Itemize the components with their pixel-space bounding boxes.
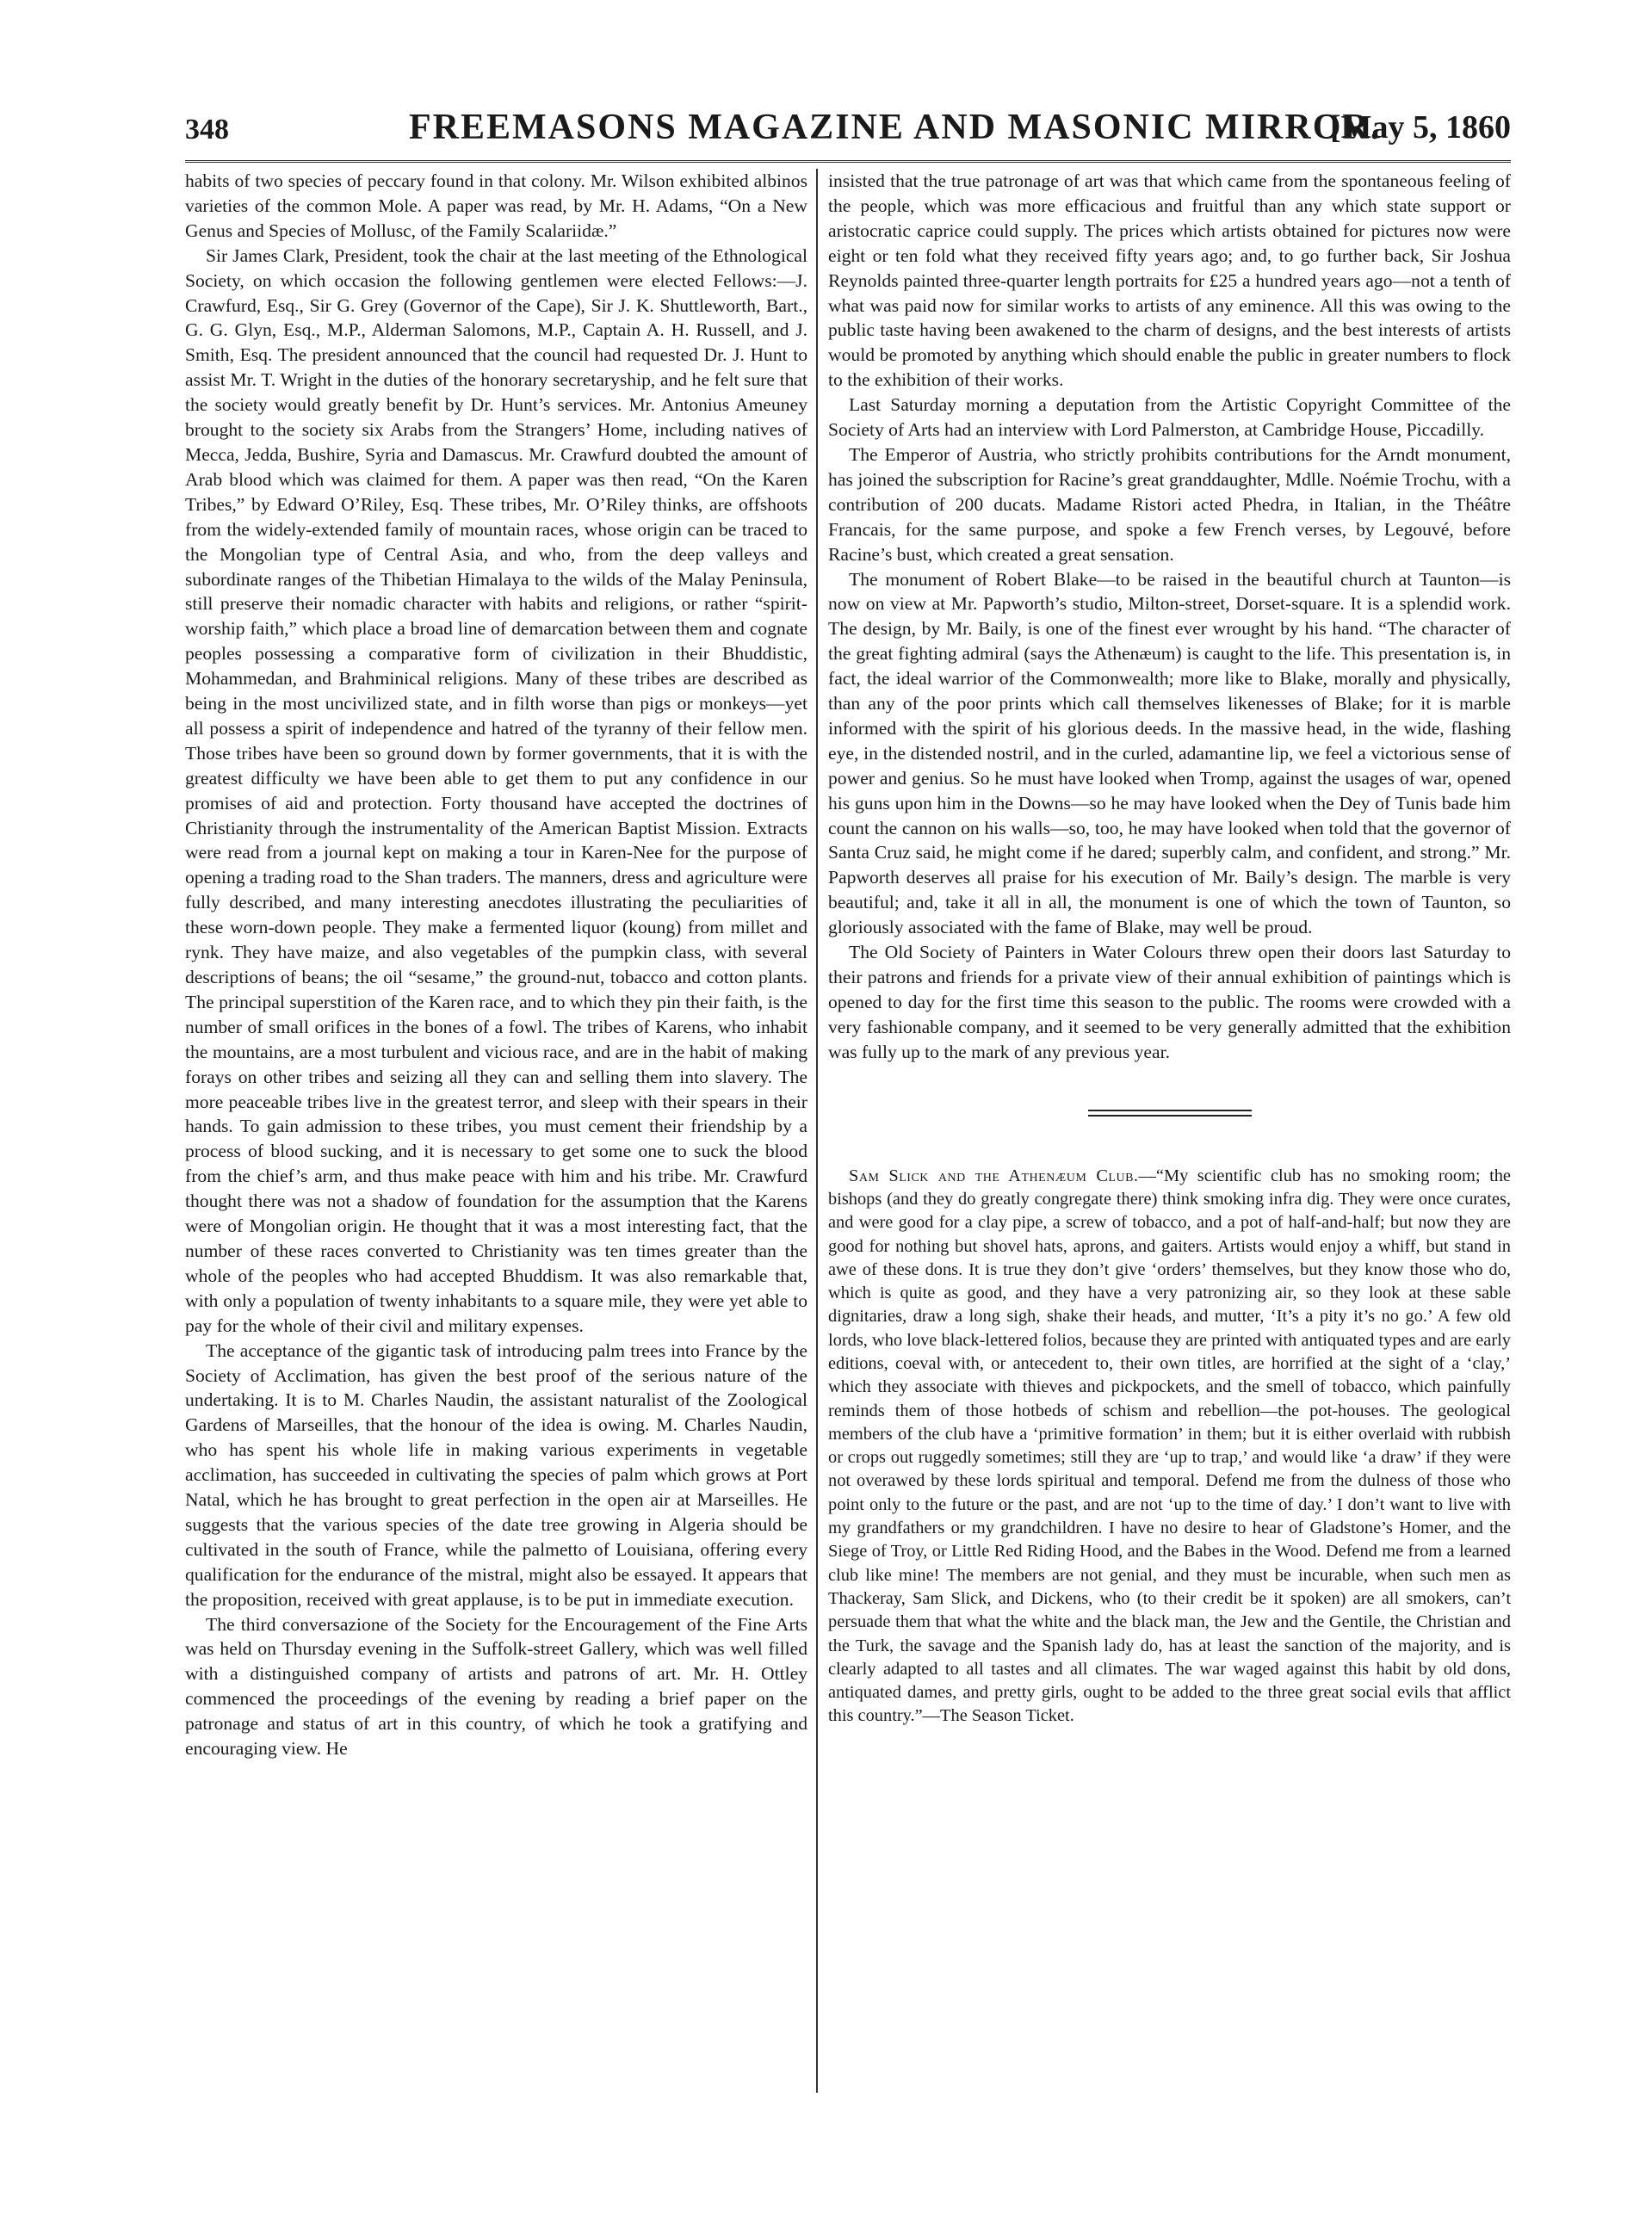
page-number: 348 <box>185 114 229 145</box>
article-paragraph: insisted that the true patronage of art was that which came from the spontaneous feeling of the people, which was more efficacious and fruitful than any which state support or aristocratic caprice could supply. The prices which artists obtained for pictures now were eight or ten fold what they received fifty years ago; and, to go further back, Sir Joshua Reynolds painted three-quarter length portraits for £25 a hundred years ago—not a tenth of what was paid now for similar works to artists of any eminence. All this was owing to the public taste having been awakened to the charm of designs, and the best interests of artists would be promoted by anything which should enable the public in greater numbers to flock to the exhibition of their works. <box>828 170 1511 391</box>
article-paragraph: The Emperor of Austria, who strictly prohibits contributions for the Arndt monument, has joined the subscription for Racine’s great granddaughter, Mdlle. Noémie Trochu, with a contribution of 200 ducats. Madame Ristori acted Phedra, in Italian, in the Théâtre Francais, for the same purpose, and spoke a few French verses, by Legouvé, before Racine’s bust, which created a great sensation. <box>828 443 1511 565</box>
running-head <box>185 102 1511 153</box>
section-separator-rule <box>1088 1110 1252 1117</box>
article-paragraph: habits of two species of peccary found in that colony. Mr. Wilson exhibited albinos varieties of the common Mole. A paper was read, by Mr. H. Adams, “On a New Genus and Species of Mollusc, of the Family Scalariidæ.” <box>185 170 807 241</box>
column-divider <box>816 169 818 2093</box>
club-item-paragraph <box>828 1165 1511 1729</box>
club-item-heading: Sam Slick and the Athenæum Club. <box>849 1166 1139 1185</box>
article-paragraph: The monument of Robert Blake—to be raised in the beautiful church at Taunton—is now on view at Mr. Papworth’s studio, Milton-street, Dorset-square. It is a splendid work. The design, by Mr. Baily, is one of the finest ever wrought by his hand. “The character of the great fighting admiral (says the Athenæum) is caught to the life. This presentation is, in fact, the ideal warrior of the Commonwealth; more like to Blake, morally and physically, than any of the poor prints which call themselves likenesses of Blake; for it is marble informed with the spirit of his glorious deeds. In the massive head, in the wide, flashing eye, in the distended nostril, and in the curled, adamantine lip, we feel a victorious sense of power and genius. So he must have looked when Tromp, against the usages of war, opened his guns upon him in the Downs—so he may have looked when the Dey of Tunis bade him count the cannon on his walls—so, too, he may have looked when told that the governor of Santa Cruz said, he might come if he dared; superbly calm, and confident, and strong.” Mr. Papworth deserves all praise for his execution of Mr. Baily’s design. The marble is very beautiful; and, take it all in all, the monument is one of which the town of Taunton, so gloriously associated with the fame of Blake, may well be proud. <box>828 568 1511 938</box>
article-paragraph: The Old Society of Painters in Water Colours threw open their doors last Saturday to their patrons and friends for a private view of their annual exhibition of paintings which is opened to day for the first time this season to the public. The rooms were crowded with a very fashionable company, and it seemed to be very generally admitted that the exhibition was fully up to the mark of any previous year. <box>828 942 1511 1062</box>
club-item-text: —“My scientific club has no smoking room; the bishops (and they do greatly congregate there) think smoking infra dig. They were once curates, and were good for a clay pipe, a screw of tobacco, and a pot of half-and-half; but now they are good for nothing but shovel hats, aprons, and gaiters. Artists would enjoy a whiff, but stand in awe of these dons. It is true they don’t give ‘orders’ themselves, but they know those who do, which is quite as good, and they have a very patronizing air, so they look at these sable dignitaries, draw a long sigh, shake their heads, and mutter, ‘It’s a pity it’s no go.’ A few old lords, who love black-lettered folios, because they are printed with antiquated types and are early editions, coeval with, or antecedent to, their own titles, are horrified at the sight of a ‘clay,’ which they associate with thieves and pickpockets, and the smell of tobacco, which painfully reminds them of those hotbeds of schism and rebellion—the pot-houses. The geological members of the club have a ‘primitive formation’ in them; but it is either overlaid with rubbish or crops out ruggedly sometimes; still they are ‘up to trap,’ and would like ‘a draw’ if they were not overawed by these lords spiritual and temporal. Defend me from the dulness of those who point only to the future or the past, and are not ‘up to the time of day.’ I don’t want to live with my grandfathers or my grandchildren. I have no desire to hear of Gladstone’s Homer, and the Siege of Troy, or Little Red Riding Hood, and the Babes in the Wood. Defend me from a learned club like mine! The members are not genial, and they must be incurable, when such men as Thackeray, Sam Slick, and Dickens, who (to their credit be it spoken) are all smokers, can’t persuade them that what the white and the black man, the Jew and the Gentile, the Christian and the Turk, the savage and the Spanish lady do, has at least the sanction of the majority, and is clearly adapted to all tastes and all climates. The war waged against this habit by old dons, antiquated dames, and pretty girls, ought to be added to the three great social evils that afflict this country.”—The Season Ticket. <box>828 1166 1511 1726</box>
article-paragraph: The acceptance of the gigantic task of introducing palm trees into France by the Society of Acclimation, has given the best proof of the serious nature of the undertaking. It is to M. Charles Naudin, the assistant naturalist of the Zoological Gardens of Marseilles, that the honour of the idea is owing. M. Charles Naudin, who has spent his whole life in making various experiments in vegetable acclimation, has succeeded in cultivating the species of palm which grows at Port Natal, which he has brought to great perfection in the open air at Marseilles. He suggests that the various species of the date tree growing in Algeria should be cultivated in the south of France, while the palmetto of Louisiana, offering every qualification for the endurance of the mistral, might also be essayed. It appears that the proposition, received with great applause, is to be put in immediate execution. <box>185 1339 807 1610</box>
article-paragraph: Sir James Clark, President, took the chair at the last meeting of the Ethnological Society, on which occasion the following gentlemen were elected Fellows:—J. Crawfurd, Esq., Sir G. Grey (Governor of the Cape), Sir J. K. Shuttleworth, Bart., G. G. Glyn, Esq., M.P., Alderman Salomons, M.P., Captain A. H. Russell, and J. Smith, Esq. The president announced that the council had requested Dr. J. Hunt to assist Mr. T. Wright in the duties of the honorary secretaryship, and he felt sure that the society would greatly benefit by Dr. Hunt’s services. Mr. Antonius Ameuney brought to the society six Arabs from the Strangers’ Home, including natives of Mecca, Jedda, Bushire, Syria and Damascus. Mr. Crawfurd doubted the amount of Arab blood which was claimed for them. A paper was then read, “On the Karen Tribes,” by Edward O’Riley, Esq. These tribes, Mr. O’Riley thinks, are offshoots from the widely-extended family of mountain races, whose origin can be traced to the Mongolian type of Central Asia, and who, from the deep valleys and subordinate ranges of the Thibetian Himalaya to the wilds of the Malay Peninsula, still preserve their nomadic character with habits and religions, or rather “spirit-worship faith,” which place a broad line of demarcation between them and cognate peoples possessing a comparative form of civilization in their Bhuddistic, Mohammedan, and Brahminical religions. Many of these tribes are described as being in the most uncivilized state, and in filth worse than pigs or monkeys—yet all possess a spirit of independence and hatred of the tyranny of their fellow men. Those tribes have been so ground down by former governments, that it is with the greatest difficulty we have been able to get them to put any confidence in our promises of aid and protection. Forty thousand have accepted the doctrines of Christianity through the instrumentality of the American Baptist Mission. Extracts were read from a journal kept on making a tour in Karen-Nee for the purpose of opening a trading road to the Shan traders. The manners, dress and agriculture were fully described, and many interesting anecdotes illustrating the peculiarities of these worn-down people. They make a fermented liquor (koung) from millet and rynk. They have maize, and also vegetables of the pumpkin class, with several descriptions of beans; the oil “sesame,” the ground-nut, tobacco and cotton plants. The principal superstition of the Karen race, and to which they pin their faith, is the number of small orifices in the bones of a fowl. The tribes of Karens, who inhabit the mountains, are a most turbulent and vicious race, and are in the habit of making forays on other tribes and seizing all they can and selling them into slavery. The more peaceable tribes live in the greatest terror, and sleep with their spears in their hands. To gain admission to these tribes, you must cement their friendship by a process of blood sucking, and it is necessary to get some one to suck the blood from the chief’s arm, and thus make peace with him and his tribe. Mr. Crawfurd thought there was not a shadow of foundation for the assumption that the Karens were of Mongolian origin. He thought that it was a most interesting fact, that the number of these races converted to Christianity was ten times greater than the whole of the peoples who had accepted Bhuddism. It was also remarkable that, with only a population of twenty inhabitants to a square mile, they were yet able to pay for the whole of their civil and military expenses. <box>185 244 807 1336</box>
masthead-title: FREEMASONS MAGAZINE AND MASONIC MIRROR. <box>409 108 1382 147</box>
article-paragraph: Last Saturday morning a deputation from the Artistic Copyright Committee of the Society of Arts had an interview with Lord Palmerston, at Cambridge House, Piccadilly. <box>828 394 1511 441</box>
right-column <box>828 169 1511 2093</box>
left-column <box>185 169 807 2093</box>
header-rule <box>185 160 1511 163</box>
issue-date: [May 5, 1860 <box>1329 109 1511 145</box>
article-paragraph: The third conversazione of the Society for the Encouragement of the Fine Arts was held on Thursday evening in the Suffolk-street Gallery, which was well filled with a distinguished company of artists and patrons of art. Mr. H. Ottley commenced the proceedings of the evening by reading a brief paper on the patronage and status of art in this country, of which he took a gratifying and encouraging view. He <box>185 1613 807 1760</box>
